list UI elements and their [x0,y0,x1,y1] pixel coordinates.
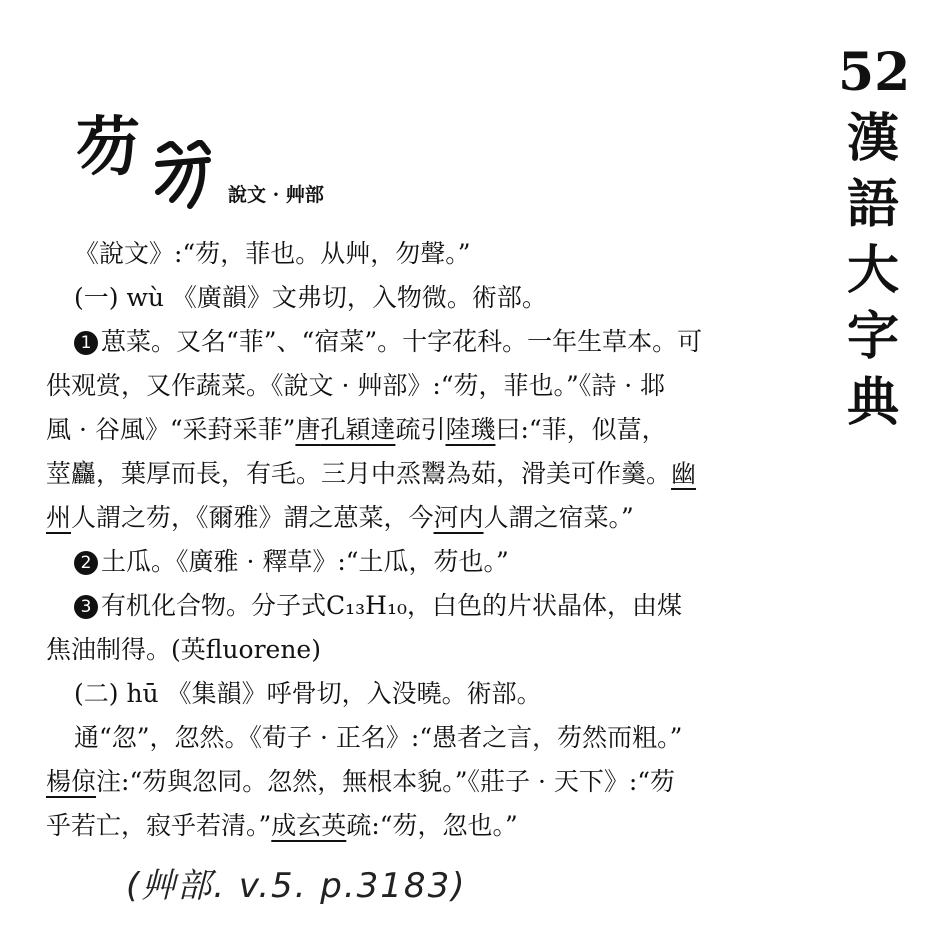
text-line [46,320,806,364]
text-segment: 疏引 [395,415,446,444]
text-line [46,584,806,628]
text-line [46,804,806,848]
proper-name: 幽 [671,459,697,488]
text-segment: (一) wù 《廣韻》文弗切，入物微。術部。 [74,283,547,312]
text-line [46,672,806,716]
text-segment: 風 · 谷風》“采葑采菲” [46,415,296,444]
text-segment: 葸菜。又名“菲”、“宿菜”。十字花科。一年生草本。可 [101,327,703,356]
text-line [46,232,806,276]
text-segment: 曰:“菲，似葍， [495,415,667,444]
entry-head-character: 芴 [76,110,140,185]
text-line [46,452,806,496]
text-line [46,496,806,540]
seal-script-glyph [150,140,220,210]
text-line [46,760,806,804]
text-segment: 人謂之芴，《爾雅》謂之葸菜，今 [71,503,434,532]
title-char: 漢 [846,108,899,169]
text-line [46,716,806,760]
entry-source: 說文 · 艸部 [228,184,324,206]
text-segment: 有机化合物。分子式C₁₃H₁₀，白色的片状晶体，由煤 [101,591,683,620]
sense-number: 2 [74,551,98,575]
proper-name: 孔穎達 [320,415,396,444]
text-segment: 焦油制得。(英fluorene) [46,635,321,664]
title-char: 典 [846,372,899,433]
text-segment: 注:“芴與忽同。忽然，無根本貌。”《莊子 · 天下》:“芴 [96,767,676,796]
text-segment: 土瓜。《廣雅 · 釋草》:“土瓜，芴也。” [101,547,509,576]
sense-number: 1 [74,331,98,355]
entry-body [46,232,806,848]
text-line [46,408,806,452]
proper-name: 唐 [295,415,321,444]
proper-name: 河内 [433,503,484,532]
text-segment: 通“忽”，忽然。《荀子 · 正名》:“愚者之言，芴然而粗。” [74,723,683,752]
handwritten-note: (艸部. v.5. p.3183) [126,866,467,906]
text-segment: 人謂之宿菜。” [483,503,634,532]
text-line [46,364,806,408]
text-line [46,628,806,672]
sense-number: 3 [74,595,98,619]
proper-name: 州 [46,503,72,532]
title-char: 語 [846,174,899,235]
proper-name: 楊倞 [46,767,97,796]
title-char: 大 [846,240,899,301]
title-char: 字 [846,306,899,367]
text-segment: (二) hū 《集韻》呼骨切，入没曉。術部。 [74,679,542,708]
text-line [46,540,806,584]
text-segment: 疏:“芴，忽也。” [346,811,518,840]
text-line [46,276,806,320]
series-title [838,40,911,436]
proper-name: 陸璣 [445,415,496,444]
text-segment: 《說文》:“芴，菲也。从艸，勿聲。” [74,239,471,268]
text-segment: 乎若亡，寂乎若清。” [46,811,272,840]
text-segment: 供观赏，又作蔬菜。《說文 · 艸部》:“芴，菲也。”《詩 · 邶 [46,371,666,400]
volume-number: 52 [838,42,911,103]
text-segment: 莖麤，葉厚而長，有毛。三月中烝鬻為茹，滑美可作羹。 [46,459,672,488]
proper-name: 成玄英 [271,811,347,840]
